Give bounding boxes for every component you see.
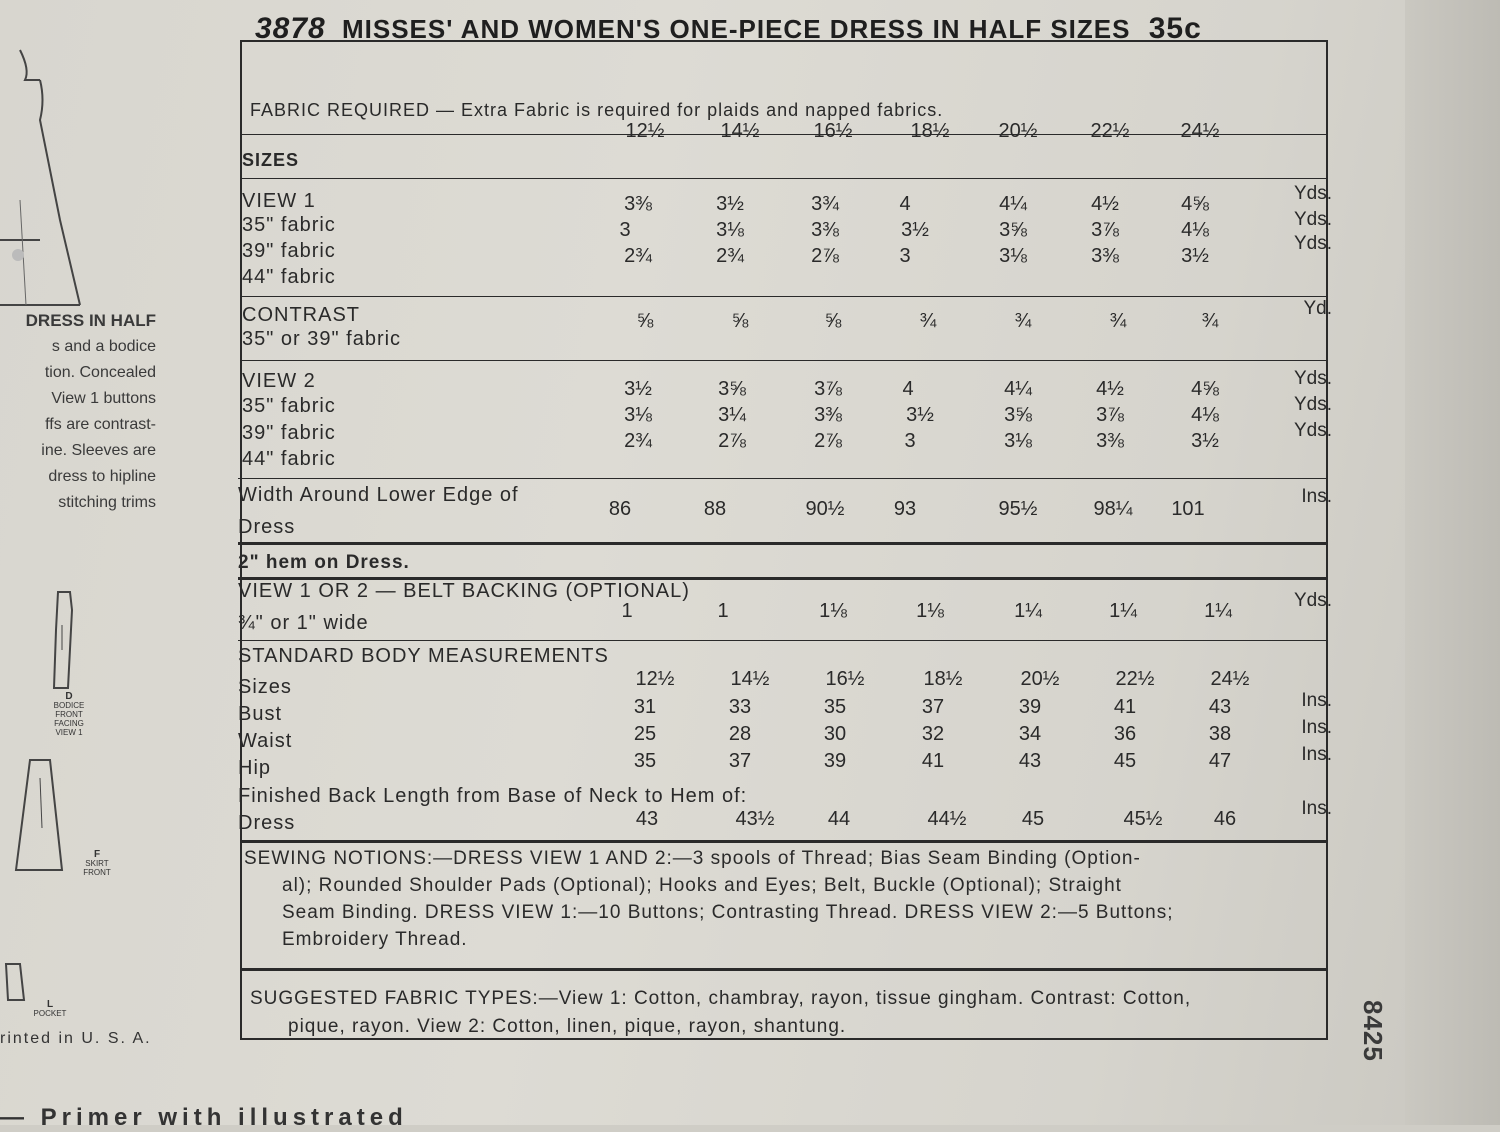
waist-label: Waist: [238, 730, 293, 752]
value-cell: ¾: [919, 310, 937, 332]
value-cell: 39: [1018, 696, 1042, 718]
primer-text: — Primer with illustrated: [0, 1104, 408, 1131]
value-cell: 3⅞: [1096, 404, 1124, 426]
value-cell: 3¾: [811, 193, 839, 215]
value-cell: 2⅞: [718, 430, 746, 452]
value-cell: 32: [921, 723, 945, 745]
value-cell: 2⅞: [811, 245, 839, 267]
value-cell: 4⅝: [1181, 193, 1209, 215]
value-cell: 35: [633, 750, 657, 772]
fabric-required-heading: FABRIC REQUIRED — Extra Fabric is required for plaids and napped fabrics.: [250, 100, 944, 120]
value-cell: 3⅛: [999, 245, 1027, 267]
hem-note: 2" hem on Dress.: [238, 552, 410, 573]
value-cell: ⅝: [731, 310, 749, 332]
value-cell: ¾: [1201, 310, 1219, 332]
value-cell: 30: [823, 723, 847, 745]
value-cell: 4⅛: [1181, 219, 1209, 241]
contrast-row: [0, 298, 1500, 334]
value-cell: 39: [823, 750, 847, 772]
value-cell: 88: [703, 498, 727, 520]
unit-cell: Yds.: [1293, 183, 1332, 204]
value-cell: 1⅛: [819, 600, 847, 622]
notions-line: al); Rounded Shoulder Pads (Optional); Hooks and Eyes; Belt, Buckle (Optional); Straight: [282, 875, 1122, 896]
value-cell: 3⅜: [1096, 430, 1124, 452]
value-cell: 31: [633, 696, 657, 718]
value-cell: 45: [1021, 808, 1045, 830]
value-cell: 33: [728, 696, 752, 718]
belt-backing-label: VIEW 1 OR 2 — BELT BACKING (OPTIONAL): [238, 580, 690, 602]
size-cell: 16½: [825, 668, 865, 690]
contrast-fabric-label: 35" or 39" fabric: [242, 328, 402, 350]
unit-cell: Yds.: [1293, 420, 1332, 441]
unit-cell: Yds.: [1293, 394, 1332, 415]
value-cell: 36: [1113, 723, 1137, 745]
back-length-label: Finished Back Length from Base of Neck to Hem of:: [238, 785, 748, 807]
value-cell: 101: [1171, 498, 1205, 520]
description-line: ffs are contrast-: [45, 416, 156, 433]
value-cell: 1: [621, 600, 633, 622]
printed-in-usa: rinted in U. S. A.: [0, 1030, 152, 1047]
value-cell: 3⅛: [624, 404, 652, 426]
description-line: stitching trims: [58, 494, 156, 511]
notions-line: SEWING NOTIONS:—DRESS VIEW 1 AND 2:—3 spools of Thread; Bias Seam Binding (Option-: [244, 848, 1141, 869]
value-cell: 2¾: [624, 245, 652, 267]
sizes-header-row: [0, 120, 1500, 144]
value-cell: ¾: [1109, 310, 1127, 332]
unit-cell: Yd.: [1303, 298, 1332, 319]
value-cell: 3⅜: [1091, 245, 1119, 267]
pattern-number: 3878: [255, 12, 326, 45]
value-cell: 3⅞: [1091, 219, 1119, 241]
unit-cell: Yds.: [1293, 590, 1332, 611]
value-cell: 35: [823, 696, 847, 718]
value-cell: 2¾: [624, 430, 652, 452]
value-cell: 44½: [927, 808, 967, 830]
belt-width-label: ¾" or 1" wide: [238, 612, 369, 634]
value-cell: 4⅝: [1191, 378, 1219, 400]
divider: [242, 296, 1328, 297]
divider: [240, 840, 1328, 843]
value-cell: 3⅜: [814, 404, 842, 426]
view1-label: VIEW 1: [242, 190, 316, 212]
size-cell: 16½: [813, 120, 853, 142]
value-cell: 3⅛: [716, 219, 744, 241]
divider: [242, 360, 1328, 361]
view2-fabric-44: 44" fabric: [242, 448, 336, 470]
size-cell: 18½: [923, 668, 963, 690]
value-cell: 43½: [735, 808, 775, 830]
body-measurements-title: STANDARD BODY MEASUREMENTS: [238, 645, 609, 667]
pocket-piece-icon: [2, 962, 32, 1002]
value-cell: 43: [635, 808, 659, 830]
value-cell: ⅝: [824, 310, 842, 332]
hip-row: [0, 744, 1500, 774]
value-cell: 3: [899, 245, 911, 267]
view1-fabric-35: 35" fabric: [242, 214, 336, 236]
view1-row-44: [0, 233, 1500, 269]
value-cell: 3⅝: [999, 219, 1027, 241]
divider: [238, 640, 1328, 641]
value-cell: 41: [1113, 696, 1137, 718]
value-cell: 1⅛: [916, 600, 944, 622]
fabric-types-line: SUGGESTED FABRIC TYPES:—View 1: Cotton, chambray, rayon, tissue gingham. Contrast: Cotton,: [250, 988, 1192, 1009]
value-cell: 43: [1208, 696, 1232, 718]
value-cell: 2⅞: [814, 430, 842, 452]
divider: [242, 178, 1328, 179]
left-column: [0, 0, 230, 1125]
value-cell: 1¼: [1109, 600, 1137, 622]
sizes-row-label: Sizes: [238, 676, 292, 698]
value-cell: 4: [899, 193, 911, 215]
description-line: dress to hipline: [48, 468, 156, 485]
description-line: s and a bodice: [51, 338, 156, 355]
value-cell: 3: [904, 430, 916, 452]
value-cell: 4⅛: [1191, 404, 1219, 426]
value-cell: 4: [902, 378, 914, 400]
dress-sketch-icon: [0, 40, 200, 320]
pattern-title: [255, 12, 1202, 46]
unit-cell: Ins.: [1301, 717, 1332, 738]
body-sizes-row: [0, 668, 1500, 692]
width-dress-label: Dress: [238, 516, 296, 538]
size-cell: 14½: [720, 120, 760, 142]
envelope-edge: [1405, 0, 1500, 1125]
unit-cell: Ins.: [1301, 744, 1332, 765]
size-cell: 20½: [998, 120, 1038, 142]
value-cell: 3⅛: [1004, 430, 1032, 452]
value-cell: 3¼: [718, 404, 746, 426]
contrast-label: CONTRAST: [242, 304, 360, 326]
value-cell: 4½: [1096, 378, 1124, 400]
value-cell: 1¼: [1014, 600, 1042, 622]
width-lower-edge-label: Width Around Lower Edge of: [238, 484, 519, 506]
unit-cell: Yds.: [1293, 368, 1332, 389]
value-cell: 45: [1113, 750, 1137, 772]
suggested-fabric-types: [250, 985, 1336, 1041]
description-line: View 1 buttons: [51, 390, 156, 407]
unit-cell: Ins.: [1301, 486, 1332, 507]
value-cell: 3⅞: [814, 378, 842, 400]
value-cell: 86: [608, 498, 632, 520]
size-cell: 22½: [1090, 120, 1130, 142]
view2-fabric-35: 35" fabric: [242, 395, 336, 417]
view2-fabric-39: 39" fabric: [242, 422, 336, 444]
view1-fabric-44: 44" fabric: [242, 266, 336, 288]
size-cell: 24½: [1180, 120, 1220, 142]
sizes-label: SIZES: [242, 150, 300, 170]
value-cell: 43: [1018, 750, 1042, 772]
value-cell: 3½: [716, 193, 744, 215]
value-cell: 3½: [906, 404, 934, 426]
value-cell: 3½: [1181, 245, 1209, 267]
sewing-notions: [244, 845, 1330, 953]
size-cell: 22½: [1115, 668, 1155, 690]
unit-cell: Yds.: [1293, 233, 1332, 254]
description-line: DRESS IN HALF: [25, 311, 156, 330]
unit-cell: Ins.: [1301, 798, 1332, 819]
size-cell: 24½: [1210, 668, 1250, 690]
fabric-types-line: pique, rayon. View 2: Cotton, linen, pique, rayon, shantung.: [288, 1016, 847, 1037]
piece-l-label: L POCKET: [33, 999, 67, 1018]
value-cell: 3⅝: [718, 378, 746, 400]
size-cell: 12½: [635, 668, 675, 690]
back-length-row: [0, 798, 1500, 832]
unit-cell: Ins.: [1301, 690, 1332, 711]
size-cell: 12½: [625, 120, 665, 142]
value-cell: 28: [728, 723, 752, 745]
value-cell: 45½: [1123, 808, 1163, 830]
value-cell: 41: [921, 750, 945, 772]
view2-label: VIEW 2: [242, 370, 316, 392]
value-cell: 93: [893, 498, 917, 520]
size-cell: 14½: [730, 668, 770, 690]
hip-label: Hip: [238, 757, 272, 779]
size-code: 35c: [1148, 12, 1202, 45]
value-cell: 47: [1208, 750, 1232, 772]
value-cell: 25: [633, 723, 657, 745]
value-cell: 2¾: [716, 245, 744, 267]
page-number: 8425: [1358, 1000, 1388, 1062]
title-text: MISSES' AND WOMEN'S ONE-PIECE DRESS IN HALF SIZES: [341, 14, 1131, 44]
size-cell: 18½: [910, 120, 950, 142]
value-cell: 44: [827, 808, 851, 830]
notions-line: Seam Binding. DRESS VIEW 1:—10 Buttons; Contrasting Thread. DRESS VIEW 2:—5 Buttons;: [282, 902, 1174, 923]
value-cell: 3½: [1191, 430, 1219, 452]
unit-cell: Yds.: [1293, 209, 1332, 230]
value-cell: 37: [728, 750, 752, 772]
value-cell: 98¼: [1093, 498, 1133, 520]
value-cell: 37: [921, 696, 945, 718]
value-cell: 4½: [1091, 193, 1119, 215]
divider: [238, 542, 1328, 545]
value-cell: 3½: [901, 219, 929, 241]
description-line: ine. Sleeves are: [41, 442, 156, 459]
piece-d-label: D BODICE FRONT FACING VIEW 1: [53, 691, 85, 737]
notions-line: Embroidery Thread.: [282, 929, 468, 950]
back-length-dress-label: Dress: [238, 812, 296, 834]
value-cell: ¾: [1014, 310, 1032, 332]
value-cell: 46: [1213, 808, 1237, 830]
divider: [238, 478, 1328, 479]
value-cell: 1: [717, 600, 729, 622]
piece-f-label: F SKIRT FRONT: [83, 849, 111, 877]
value-cell: 3⅜: [624, 193, 652, 215]
value-cell: 90½: [805, 498, 845, 520]
divider: [240, 968, 1328, 971]
value-cell: 3: [619, 219, 631, 241]
description-line: tion. Concealed: [44, 364, 156, 381]
value-cell: 4¼: [999, 193, 1027, 215]
value-cell: 4¼: [1004, 378, 1032, 400]
value-cell: ⅝: [636, 310, 654, 332]
value-cell: 1¼: [1204, 600, 1232, 622]
value-cell: 3⅜: [811, 219, 839, 241]
value-cell: 38: [1208, 723, 1232, 745]
view1-fabric-39: 39" fabric: [242, 240, 336, 262]
value-cell: 95½: [998, 498, 1038, 520]
size-cell: 20½: [1020, 668, 1060, 690]
value-cell: 3⅝: [1004, 404, 1032, 426]
value-cell: 3½: [624, 378, 652, 400]
bust-label: Bust: [238, 703, 283, 725]
value-cell: 34: [1018, 723, 1042, 745]
